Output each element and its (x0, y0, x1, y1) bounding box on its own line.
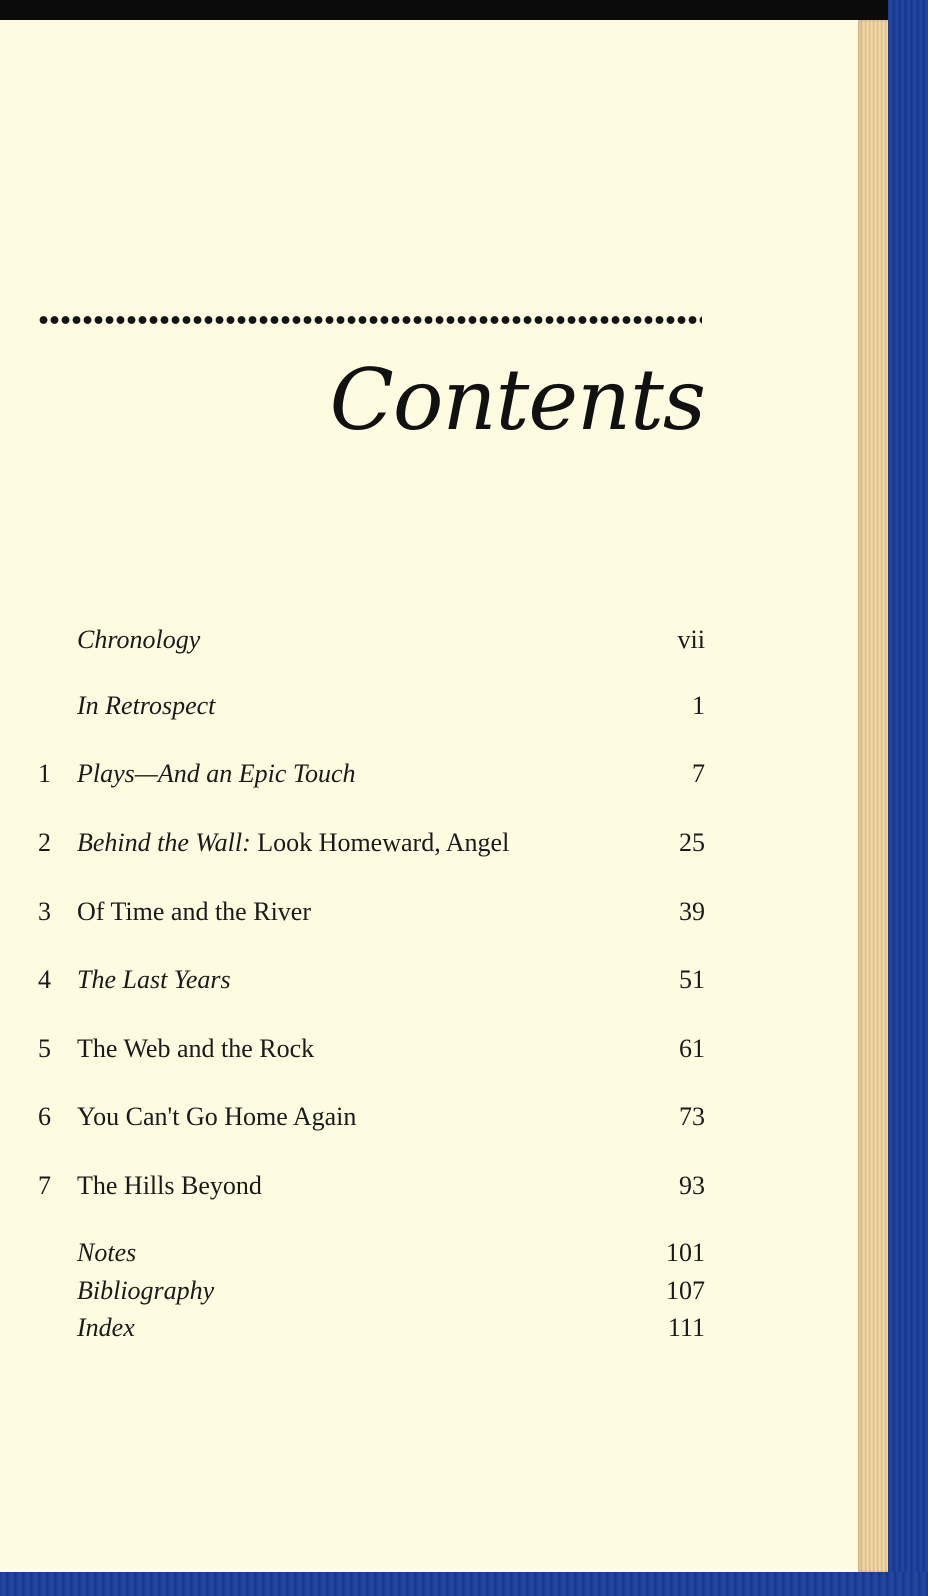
page-number: 73 (679, 1102, 705, 1131)
toc-entry-chapter-2[interactable] (0, 825, 858, 861)
page-number: 61 (679, 1034, 705, 1063)
page-title: Contents (329, 351, 705, 449)
toc-entry-chronology[interactable] (0, 622, 858, 658)
table-of-contents (0, 20, 858, 1572)
toc-entry-in-retrospect[interactable] (0, 688, 858, 724)
chapter-number: 7 (38, 1171, 51, 1200)
chapter-number: 3 (38, 897, 51, 926)
toc-entry-chapter-1[interactable] (0, 756, 858, 792)
book-cover-bottom (0, 1572, 928, 1596)
toc-entry-bibliography[interactable] (0, 1273, 858, 1309)
entry-title: The Web and the Rock (77, 1034, 315, 1063)
page-number: 111 (667, 1313, 705, 1342)
chapter-number: 4 (38, 965, 51, 994)
entry-title: Of Time and the River (77, 897, 311, 926)
page-number: 7 (692, 759, 705, 788)
chapter-number: 2 (38, 828, 51, 857)
entry-title: Chronology (77, 625, 201, 654)
toc-entry-index[interactable] (0, 1310, 858, 1346)
entry-title: Index (77, 1313, 135, 1342)
page-number: 107 (666, 1276, 705, 1305)
page-number: 1 (692, 691, 705, 720)
page-number: 51 (679, 965, 705, 994)
page-block-edge (858, 20, 888, 1572)
page-number: vii (677, 625, 705, 654)
entry-title (77, 825, 509, 861)
toc-entry-chapter-7[interactable] (0, 1168, 858, 1204)
entry-title: You Can't Go Home Again (77, 1102, 357, 1131)
entry-title: Plays—And an Epic Touch (77, 759, 356, 788)
page-number: 39 (679, 897, 705, 926)
toc-entry-chapter-5[interactable] (0, 1031, 858, 1067)
entry-title: The Last Years (77, 965, 231, 994)
entry-title: The Hills Beyond (77, 1171, 262, 1200)
page-number: 101 (666, 1238, 705, 1267)
entry-title-italic: Behind the Wall: (77, 828, 251, 857)
book-cover-edge (888, 0, 928, 1596)
entry-title-roman: Look Homeward, Angel (257, 828, 510, 857)
toc-entry-chapter-4[interactable] (0, 962, 858, 998)
toc-entry-chapter-6[interactable] (0, 1099, 858, 1135)
chapter-number: 1 (38, 759, 51, 788)
entry-title: Notes (77, 1238, 137, 1267)
entry-title: In Retrospect (77, 691, 216, 720)
page-number: 93 (679, 1171, 705, 1200)
entry-title: Bibliography (77, 1276, 215, 1305)
toc-entry-notes[interactable] (0, 1235, 858, 1271)
top-shadow-band (0, 0, 928, 20)
page-number: 25 (679, 828, 705, 857)
chapter-number: 5 (38, 1034, 51, 1063)
toc-entry-chapter-3[interactable] (0, 894, 858, 930)
contents-page (0, 20, 858, 1572)
chapter-number: 6 (38, 1102, 51, 1131)
